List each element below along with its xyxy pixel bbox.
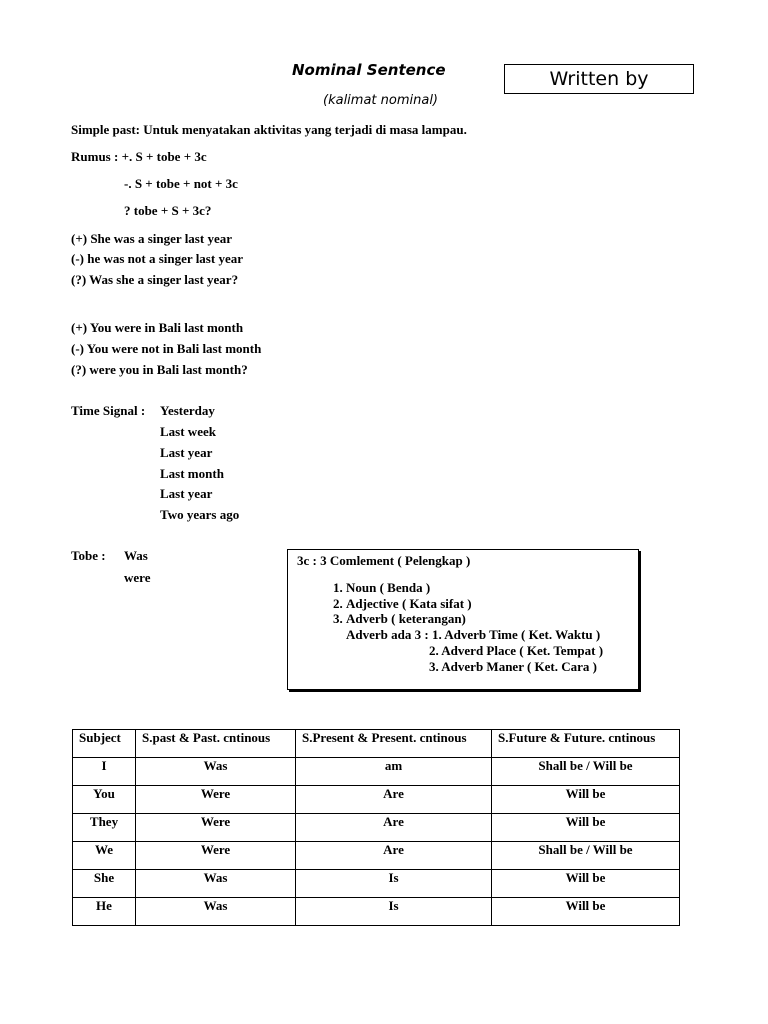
complement-item: 1. Noun ( Benda ) bbox=[346, 580, 472, 596]
table-header: S.past & Past. cntinous bbox=[136, 730, 296, 758]
table-cell: Are bbox=[296, 786, 492, 814]
tobe-label: Tobe : bbox=[71, 548, 106, 563]
table-row bbox=[73, 898, 680, 926]
table-row bbox=[73, 786, 680, 814]
table-cell: She bbox=[73, 870, 136, 898]
complement-item: 3. Adverb ( keterangan) bbox=[346, 611, 472, 627]
adverb-line: Adverb ada 3 : 1. Adverb Time ( Ket. Waktu ) bbox=[346, 627, 601, 642]
table-row bbox=[73, 814, 680, 842]
table-cell: am bbox=[296, 758, 492, 786]
table-cell: Shall be / Will be bbox=[492, 758, 680, 786]
table-cell: Will be bbox=[492, 898, 680, 926]
table-cell: I bbox=[73, 758, 136, 786]
time-signal-item: Last year bbox=[160, 486, 213, 501]
page-title: Nominal Sentence bbox=[292, 61, 446, 79]
time-signal-item: Last week bbox=[160, 424, 216, 439]
table-cell: Will be bbox=[492, 786, 680, 814]
time-signal-item: Last month bbox=[160, 466, 224, 481]
table-cell: Will be bbox=[492, 870, 680, 898]
table-cell: Are bbox=[296, 814, 492, 842]
table-cell: Will be bbox=[492, 814, 680, 842]
table-cell: They bbox=[73, 814, 136, 842]
table-cell: We bbox=[73, 842, 136, 870]
table-cell: Are bbox=[296, 842, 492, 870]
complement-heading: 3c : 3 Comlement ( Pelengkap ) bbox=[297, 553, 471, 568]
table-row bbox=[73, 758, 680, 786]
table-row bbox=[73, 842, 680, 870]
rumus-negative: -. S + tobe + not + 3c bbox=[124, 176, 238, 191]
table-cell: He bbox=[73, 898, 136, 926]
complement-list bbox=[323, 580, 472, 627]
page-subtitle: (kalimat nominal) bbox=[323, 93, 439, 108]
example-2-question: (?) were you in Bali last month? bbox=[71, 362, 248, 377]
rumus-positive: Rumus : +. S + tobe + 3c bbox=[71, 149, 207, 164]
table-header: S.Future & Future. cntinous bbox=[492, 730, 680, 758]
time-signal-item: Last year bbox=[160, 445, 213, 460]
table-cell: Is bbox=[296, 870, 492, 898]
definition-text: Simple past: Untuk menyatakan aktivitas yang terjadi di masa lampau. bbox=[71, 122, 467, 137]
table-header: S.Present & Present. cntinous bbox=[296, 730, 492, 758]
adverb-place: 2. Adverd Place ( Ket. Tempat ) bbox=[429, 643, 604, 658]
written-by-label: Written by bbox=[549, 68, 649, 90]
table-header-row bbox=[73, 730, 680, 758]
time-signal-item: Yesterday bbox=[160, 403, 215, 418]
table-cell: You bbox=[73, 786, 136, 814]
time-signal-item: Two years ago bbox=[160, 507, 240, 522]
table-cell: Shall be / Will be bbox=[492, 842, 680, 870]
written-by-box bbox=[504, 64, 694, 94]
table-header: Subject bbox=[73, 730, 136, 758]
tobe-item: were bbox=[124, 570, 151, 585]
tobe-table bbox=[72, 729, 680, 926]
table-row bbox=[73, 870, 680, 898]
example-1-question: (?) Was she a singer last year? bbox=[71, 272, 239, 287]
tobe-item: Was bbox=[124, 548, 148, 563]
rumus-question: ? tobe + S + 3c? bbox=[124, 203, 212, 218]
table-cell: Were bbox=[136, 814, 296, 842]
example-2-negative: (-) You were not in Bali last month bbox=[71, 341, 262, 356]
complement-box bbox=[287, 549, 639, 690]
table-cell: Were bbox=[136, 842, 296, 870]
complement-item: 2. Adjective ( Kata sifat ) bbox=[346, 596, 472, 612]
table-cell: Was bbox=[136, 898, 296, 926]
table-cell: Was bbox=[136, 758, 296, 786]
table-cell: Were bbox=[136, 786, 296, 814]
time-signal-label: Time Signal : bbox=[71, 403, 146, 418]
adverb-manner: 3. Adverb Maner ( Ket. Cara ) bbox=[429, 659, 598, 674]
table-cell: Was bbox=[136, 870, 296, 898]
example-1-negative: (-) he was not a singer last year bbox=[71, 251, 243, 266]
example-2-positive: (+) You were in Bali last month bbox=[71, 320, 244, 335]
table-cell: Is bbox=[296, 898, 492, 926]
example-1-positive: (+) She was a singer last year bbox=[71, 231, 232, 246]
